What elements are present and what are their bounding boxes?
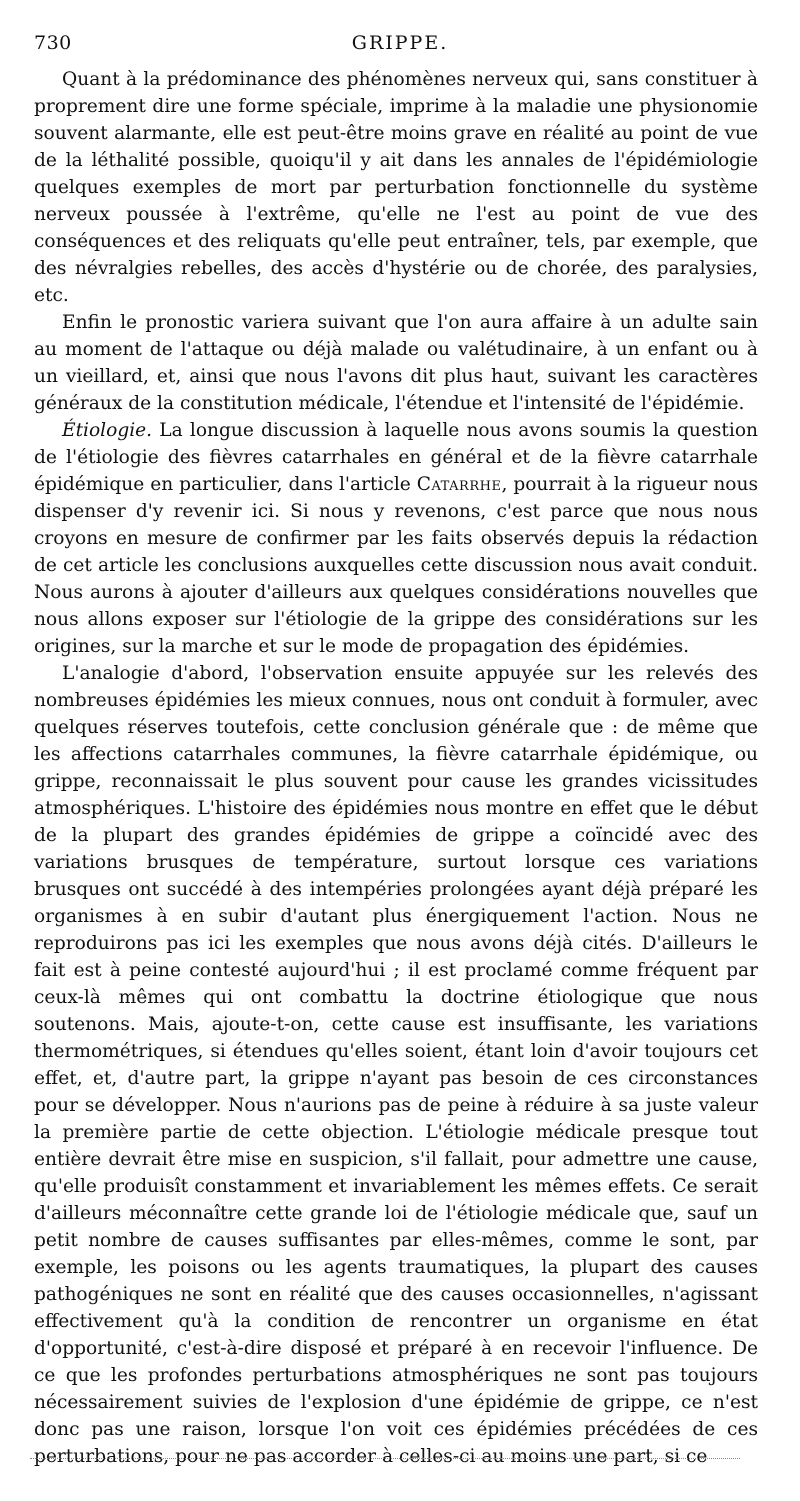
page-header	[34, 32, 766, 58]
paragraph-nervous-phenomena: Quant à la prédominance des phénomènes nerveux qui, sans constituer à proprement dire une forme spéciale, imprime à la maladie une physionomie souvent alarmante, elle est peut-être moins grave en réalité au point de vue de la léthalité possible, quoiqu'il y ait dans les annales de l'épidémiologie quelques exemples de mort par perturbation fonctionnelle du système nerveux poussée à l'extrême, qu'elle ne l'est au point de vue des conséquences et des reliquats qu'elle peut entraîner, tels, par exemple, que des névralgies rebelles, des accès d'hystérie ou de chorée, des paralysies, etc.	[34, 69, 758, 306]
etiology-heading: Étiologie.	[62, 420, 153, 441]
paragraph-etiology	[34, 417, 758, 660]
page-number: 730	[34, 32, 72, 54]
article-reference: Catarrhe	[416, 474, 502, 495]
paragraph-analogy: L'analogie d'abord, l'observation ensuite appuyée sur les relevés des nombreuses épidémies les mieux connues, nous ont conduit à formuler, avec quelques réserves toutefois, cette conclusion générale que : de même que les affections catarrhales communes, la fièvre catarrhale épidémique, ou grippe, reconnaissait le plus souvent pour cause les grandes vicissitudes atmosphériques. L'histoire des épidémies nous montre en effet que le début de la plupart des grandes épidémies de grippe a coïncidé avec des variations brusques de température, surtout lorsque ces variations brusques ont succédé à des intempéries prolongées ayant déjà préparé les organismes à en subir d'autant plus énergiquement l'action. Nous ne reproduirons pas ici les exemples que nous avons déjà cités. D'ailleurs le fait est à peine contesté aujourd'hui ; il est proclamé comme fréquent par ceux-là mêmes qui ont combattu la doctrine étiologique que nous soutenons. Mais, ajoute-t-on, cette cause est insuffisante, les variations thermométriques, si étendues qu'elles soient, étant loin d'avoir toujours cet effet, et, d'autre part, la grippe n'ayant pas besoin de ces circonstances pour se développer. Nous n'aurions pas de peine à réduire à sa juste valeur la première partie de cette objection. L'étiologie médicale presque tout entière devrait être mise en suspicion, s'il fallait, pour admettre une cause, qu'elle produisît constamment et invariablement les mêmes effets. Ce serait d'ailleurs méconnaître cette grande loi de l'étiologie médicale que, sauf un petit nombre de causes suffisantes par elles-mêmes, comme le sont, par exemple, les poisons ou les agents traumatiques, la plupart des causes pathogéniques ne sont en réalité que des causes occasionnelles, n'agissant effectivement qu'à la condition de rencontrer un organisme en état d'opportunité, c'est-à-dire disposé et préparé à en recevoir l'influence. De ce que les profondes perturbations atmosphériques ne sont pas toujours nécessairement suivies de l'explosion d'une épidémie de grippe, ce n'est donc pas une raison, lorsque l'on voit ces épidémies précédées de ces perturbations, pour ne pas accorder à celles-ci au moins une part, si ce	[34, 663, 758, 1467]
page-body	[34, 66, 758, 1470]
running-title: GRIPPE.	[351, 32, 449, 54]
footer-dotted-rule	[30, 1458, 740, 1459]
paragraph-prognosis: Enfin le pronostic variera suivant que l'on aura affaire à un adulte sain au moment de l'attaque ou déjà malade ou valétudinaire, à un enfant ou à un vieillard, et, ainsi que nous l'avons dit plus haut, suivant les caractères généraux de la constitution médicale, l'étendue et l'intensité de l'épidémie.	[34, 312, 758, 414]
etiology-text-before: La longue discussion à laquelle nous avons soumis la question de l'étiologie des fièvres catarrhales en général et de la fièvre catarrhale épidémique en particulier, dans l'article	[34, 420, 758, 495]
etiology-text-after: , pourrait à la rigueur nous dispenser d'y revenir ici. Si nous y revenons, c'est parce que nous nous croyons en mesure de confirmer par les faits observés depuis la rédaction de cet article les conclusions auxquelles cette discussion nous avait conduit. Nous aurons à ajouter d'ailleurs aux quelques considérations nouvelles que nous allons exposer sur l'étiologie de la grippe des considérations sur les origines, sur la marche et sur le mode de propagation des épidémies.	[34, 474, 759, 657]
